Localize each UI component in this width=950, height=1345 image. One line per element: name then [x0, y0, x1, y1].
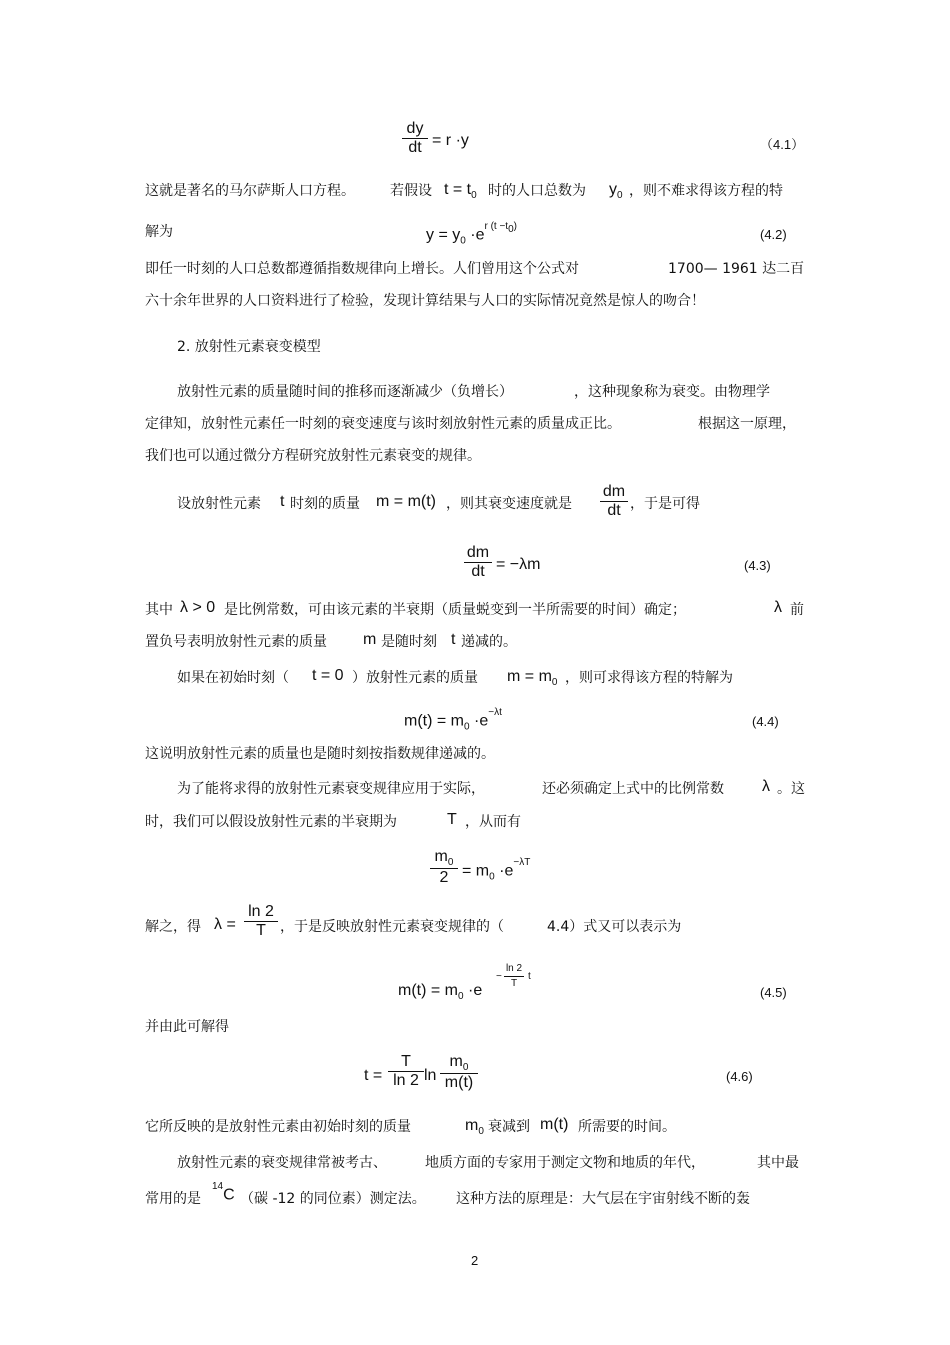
eq46-ln: ln [424, 1067, 437, 1084]
para-mass-d: ，于是可得 [630, 496, 700, 512]
para-initial-b: ）放射性元素的质量 [352, 670, 478, 686]
inline-dm-dt-fraction: dm dt [600, 483, 628, 520]
eq45-base: $m(t) = m_0 \cdot e$ [398, 982, 483, 1003]
inline-t: t [280, 493, 285, 510]
eq44: $m(t) = m_0 \cdot e^{-\lambda t}$ [404, 707, 502, 733]
para-apply-a: 为了能将求得的放射性元素衰变规律应用于实际， [177, 781, 485, 797]
para-malthus-line1: 这就是著名的马尔萨斯人口方程。 [145, 183, 355, 199]
eq41-rhs: = r ·y [432, 132, 469, 149]
para-exp-decrease: 这说明放射性元素的质量也是随时刻按指数规律递减的。 [145, 746, 495, 762]
para-mass-b: 时刻的质量 [290, 496, 360, 512]
para-initial-a: 如果在初始时刻（ [177, 670, 289, 686]
para-negative-b: 是随时刻 [381, 634, 437, 650]
eq43-rhs: = −λm [496, 556, 541, 573]
inline-m: m [363, 631, 377, 648]
para-archaeo-a: 放射性元素的衰变规律常被考古、 [177, 1155, 387, 1171]
fraction-bar [504, 976, 524, 977]
para-decay-line2a: 定律知，放射性元素任一时刻的衰变速度与该时刻放射性元素的质量成正比。 [145, 416, 621, 432]
inline-t-zero: t = 0 [312, 667, 344, 684]
eq42-number: (4.2) [760, 227, 787, 242]
half-eq-fraction: $m_0$ 2 [430, 848, 458, 887]
para-malthus-tail: ，则不难求得该方程的特 [629, 183, 783, 199]
para-carbon-a: 常用的是 [145, 1191, 201, 1207]
inline-m-equals-mt: m = m(t) [376, 493, 436, 510]
para-initial-c: ，则可求得该方程的特解为 [565, 670, 733, 686]
inline-lambda: λ [774, 599, 782, 616]
inline-m-equals-m0: $m = m_0$ [507, 668, 558, 689]
inline-mt: m(t) [540, 1116, 569, 1133]
page-number: 2 [471, 1253, 479, 1268]
eq43-fraction: dm dt [464, 544, 492, 581]
para-apply-b: 还必须确定上式中的比例常数 [542, 781, 724, 797]
eq46-lhs: t = [364, 1067, 383, 1084]
para-archaeo-c: 其中最 [757, 1155, 799, 1171]
para-growth-line2: 六十余年世界的人口资料进行了检验，发现计算结果与人口的实际情况竟然是惊人的吻合！ [145, 293, 705, 309]
inline-m0: $m_0$ [465, 1117, 484, 1138]
para-decay-line1b: ，这种现象称为衰变。由物理学 [574, 384, 770, 400]
para-archaeo-b: 地质方面的专家用于测定文物和地质的年代， [425, 1155, 705, 1171]
para-solve-c: 4.4）式又可以表示为 [547, 919, 682, 935]
para-malthus-total: 时的人口总数为 [488, 183, 586, 199]
inline-c14: $^{14}$C [212, 1181, 235, 1204]
para-mass-c: ，则其衰变速度就是 [446, 496, 572, 512]
para-solution-label: 解为 [145, 224, 173, 240]
inline-T: T [447, 811, 457, 828]
para-growth-line1: 即任一时刻的人口总数都遵循指数规律向上增长。人们曾用这个公式对 [145, 261, 579, 277]
para-decay-line1a: 放射性元素的质量随时间的推移而逐渐减少（负增长） [177, 384, 513, 400]
para-carbon-b: （碳 -12 的同位素）测定法。 [240, 1191, 426, 1207]
inline-lambda2: λ [762, 778, 770, 795]
para-solve-b: ，于是反映放射性元素衰变规律的（ [280, 919, 504, 935]
eq41-num: dy [406, 120, 424, 137]
eq42: $y = y_0 \cdot e^{r (t -t_0)}$ [426, 221, 517, 247]
para-reflect-a: 它所反映的是放射性元素由初始时刻的质量 [145, 1119, 411, 1135]
para-reflect-c: 所需要的时间。 [578, 1119, 676, 1135]
eq46-fraction2: $m_0$ m(t) [440, 1053, 478, 1092]
para-halflife-b: ，从而有 [465, 814, 521, 830]
para-reflect-b: 衰减到 [488, 1119, 530, 1135]
para-negative-c: 递减的。 [461, 634, 517, 650]
para-solve-a: 解之，得 [145, 919, 201, 935]
para-decay-line2b: 根据这一原理， [698, 416, 796, 432]
inline-ln2-over-T: ln 2 T [244, 903, 278, 940]
eq41-number: （4.1） [760, 137, 805, 152]
inline-t-equals-t0: $t = t_0$ [444, 181, 477, 202]
para-halflife-a: 时，我们可以假设放射性元素的半衰期为 [145, 814, 397, 830]
inline-y0: $y_0$ [609, 181, 623, 202]
section-heading-decay: 2. 放射性元素衰变模型 [177, 339, 321, 355]
para-growth-years: 1700— 1961 达二百 [668, 261, 805, 277]
para-malthus-suppose: 若假设 [390, 183, 432, 199]
inline-lambda-positive: λ > 0 [180, 599, 216, 616]
inline-t2: t [451, 631, 456, 648]
para-mass-a: 设放射性元素 [177, 496, 261, 512]
eq46-number: (4.6) [726, 1069, 753, 1084]
para-thus: 并由此可解得 [145, 1019, 229, 1035]
eq41-lhs-fraction [402, 120, 428, 157]
half-eq-rhs: = $m_0 \cdot e^{-\lambda T}$ [462, 857, 531, 883]
para-lambda-b: 是比例常数，可由该元素的半衰期（质量蜕变到一半所需要的时间）确定； [224, 602, 686, 618]
eq46-fraction1: T ln 2 [388, 1053, 424, 1090]
inline-lambda-equals: λ = [214, 916, 236, 933]
para-lambda-a: 其中 [145, 602, 173, 618]
eq41-den: dt [408, 139, 422, 156]
eq44-number: (4.4) [752, 714, 779, 729]
para-decay-line3: 我们也可以通过微分方程研究放射性元素衰变的规律。 [145, 448, 481, 464]
para-negative-a: 置负号表明放射性元素的质量 [145, 634, 327, 650]
para-carbon-c: 这种方法的原理是：大气层在宇宙射线不断的轰 [456, 1191, 750, 1207]
eq43-number: (4.3) [744, 558, 771, 573]
eq45-number: (4.5) [760, 985, 787, 1000]
document-page: dy dt = r ·y （4.1） 这就是著名的马尔萨斯人口方程。 若假设 $t = t_0$ 时的人口总数为 $y_0$ ，则不难求得该方程的特 解为 $y = y_0 \cdot e^{r (t -t_0)}$ (4.2) 即任一时刻的人口总数都遵循指数规律向上增长。人们曾用这个公式对 1700— 1961 达二百 六十余年世界的人口资料进行了检验，发现计算结果与人口的实际情况竟然是惊人的吻合！ 2. 放射性元素衰变模型 放射性元素的质量随时间的推移而逐渐减少（负增长） ，这种现象称为衰变。由物理学 定律知，放射性元素任一时刻的衰变速度与该时刻放射性元素的质量成正比。 根据这一原理， 我们也可以通过微分方程研究放射性元素衰变的规律。 设放射性元素 t 时刻的质量 m = m(t) ，则其衰变速度就是 dm dt ，于是可得 dm dt = −λm (4.3) 其中 λ > 0 是比例常数，可由该元素的半衰期（质量蜕变到一半所需要的时间）确定； λ 前 置负号表明放射性元素的质量 m 是随时刻 t 递减的。 如果在初始时刻（ t = 0 ）放射性元素的质量 $m = m_0$ ，则可求得该方程的特解为 $m(t) = m_0 \cdot e^{-\lambda t}$ (4.4) 这说明放射性元素的质量也是随时刻按指数规律递减的。 为了能将求得的放射性元素衰变规律应用于实际， 还必须确定上式中的比例常数 λ 。这 时，我们可以假设放射性元素的半衰期为 T ，从而有 $m_0$ 2 = $m_0 \cdot e^{-\lambda T}$ 解之，得 λ = ln 2 T ，于是反映放射性元素衰变规律的（ 4.4）式又可以表示为 $m(t) = m_0 \cdot e$ − ln 2 T t (4.5) 并由此可解得 t = T ln 2 ln $m_0$ m(t) (4.6) 它所反映的是放射性元素由初始时刻的质量 $m_0$ 衰减到 m(t) 所需要的时间。 放射性元素的衰变规律常被考古、 地质方面的专家用于测定文物和地质的年代， 其中最 常用的是 $^{14}$C （碳 -12 的同位素）测定法。 这种方法的原理是：大气层在宇宙射线不断的轰 2 [145, 120, 805, 1268]
para-apply-c: 。这 [777, 781, 805, 797]
para-lambda-c: 前 [790, 602, 804, 618]
